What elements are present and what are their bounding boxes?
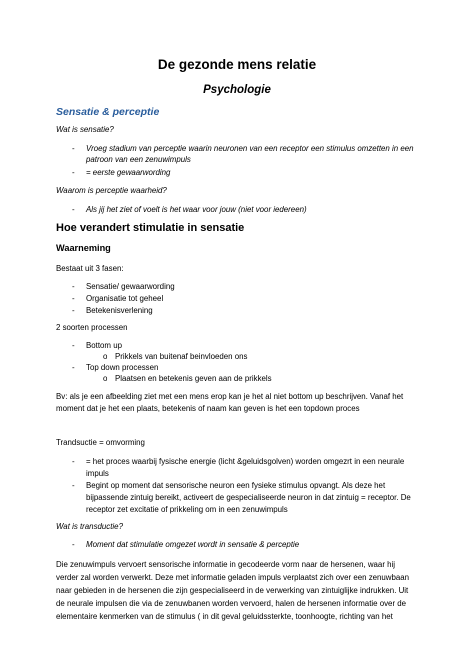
bullet-dash: - bbox=[72, 205, 75, 214]
paragraph-line: elementaire kenmerken van de stimulus ( in dit geval geluidssterkte, toonhoogte, richting van het bbox=[56, 612, 393, 621]
transduction-definition: Trandsuctie = omvorming bbox=[56, 438, 145, 447]
sub-list-item: Prikkels van buitenaf beinvloeden ons bbox=[115, 352, 248, 361]
bullet-circle: o bbox=[103, 374, 108, 383]
list-item-continuation: impuls bbox=[86, 469, 109, 478]
list-item: = eerste gewaarwording bbox=[86, 168, 171, 177]
bullet-dash: - bbox=[72, 363, 75, 372]
list-item-continuation: bijpassende zintuig bereikt, activeert de gespecialiseerde neuron in dat zintuig = receptor. De bbox=[86, 493, 411, 502]
example-line: moment dat je het een plaats, betekenis of naam kan geven is het een topdown proces bbox=[56, 404, 360, 413]
phases-intro: Bestaat uit 3 fasen: bbox=[56, 264, 124, 273]
list-item-continuation: receptor zet excitatie of prikkeling om in een zenuwimpuls bbox=[86, 505, 288, 514]
bullet-dash: - bbox=[72, 294, 75, 303]
bullet-dash: - bbox=[72, 144, 75, 153]
paragraph-line: verder zal worden verwerkt. Deze met informatie geladen impuls verplaatst zich over een zenuwbaan bbox=[56, 573, 410, 582]
list-item: Bottom up bbox=[86, 341, 122, 350]
section-heading-sensatie: Sensatie & perceptie bbox=[56, 106, 160, 118]
question-perceptie: Waarom is perceptie waarheid? bbox=[56, 186, 167, 195]
processes-intro: 2 soorten processen bbox=[56, 323, 128, 332]
paragraph-line: naar gebieden in de hersenen die zijn gespecialiseerd in de verwerking van zintuiglijke indrukken. Uit bbox=[56, 586, 409, 595]
bullet-dash: - bbox=[72, 282, 75, 291]
list-item: Als jij het ziet of voelt is het waar voor jouw (niet voor iedereen) bbox=[86, 205, 307, 214]
list-item: Betekenisverlening bbox=[86, 306, 153, 315]
list-item: Organisatie tot geheel bbox=[86, 294, 164, 303]
list-item: = het proces waarbij fysische energie (licht &geluidsgolven) worden omgezrt in een neurale bbox=[86, 457, 405, 466]
subheading-waarneming: Waarneming bbox=[56, 243, 111, 253]
bullet-dash: - bbox=[72, 341, 75, 350]
list-item-continuation: patroon van een zenuwimpuls bbox=[86, 155, 191, 164]
question-transductie: Wat is transductie? bbox=[56, 522, 123, 531]
document-subtitle: Psychologie bbox=[203, 84, 271, 96]
document-title: De gezonde mens relatie bbox=[157, 57, 317, 72]
bullet-circle: o bbox=[103, 352, 108, 361]
list-item: Top down processen bbox=[86, 363, 159, 372]
bullet-dash: - bbox=[72, 540, 75, 549]
list-item: Vroeg stadium van perceptie waarin neuronen van een receptor een stimulus omzetten in een bbox=[86, 144, 414, 153]
section-heading-stimulatie: Hoe verandert stimulatie in sensatie bbox=[56, 222, 245, 234]
bullet-dash: - bbox=[72, 168, 75, 177]
paragraph-line: Die zenuwimpuls vervoert sensorische informatie in gecodeerde vorm naar de hersenen, waar hij bbox=[56, 560, 396, 569]
bullet-dash: - bbox=[72, 457, 75, 466]
list-item: Sensatie/ gewaarwording bbox=[86, 282, 175, 291]
bullet-dash: - bbox=[72, 481, 75, 490]
paragraph-line: de neurale impulsen die via de zenuwbanen worden vervoerd, halen de hersenen informatie over de bbox=[56, 599, 407, 608]
list-item: Begint op moment dat sensorische neuron een fysieke stimulus opvangt. Als deze het bbox=[86, 481, 386, 490]
example-line: Bv: als je een afbeelding ziet met een mens erop kan je het al niet bottom up beschrijven. Vanaf het bbox=[56, 392, 404, 401]
bullet-dash: - bbox=[72, 306, 75, 315]
question-sensatie: Wat is sensatie? bbox=[56, 125, 114, 134]
sub-list-item: Plaatsen en betekenis geven aan de prikkels bbox=[115, 374, 272, 383]
list-item: Moment dat stimulatie omgezet wordt in sensatie & perceptie bbox=[86, 540, 300, 549]
